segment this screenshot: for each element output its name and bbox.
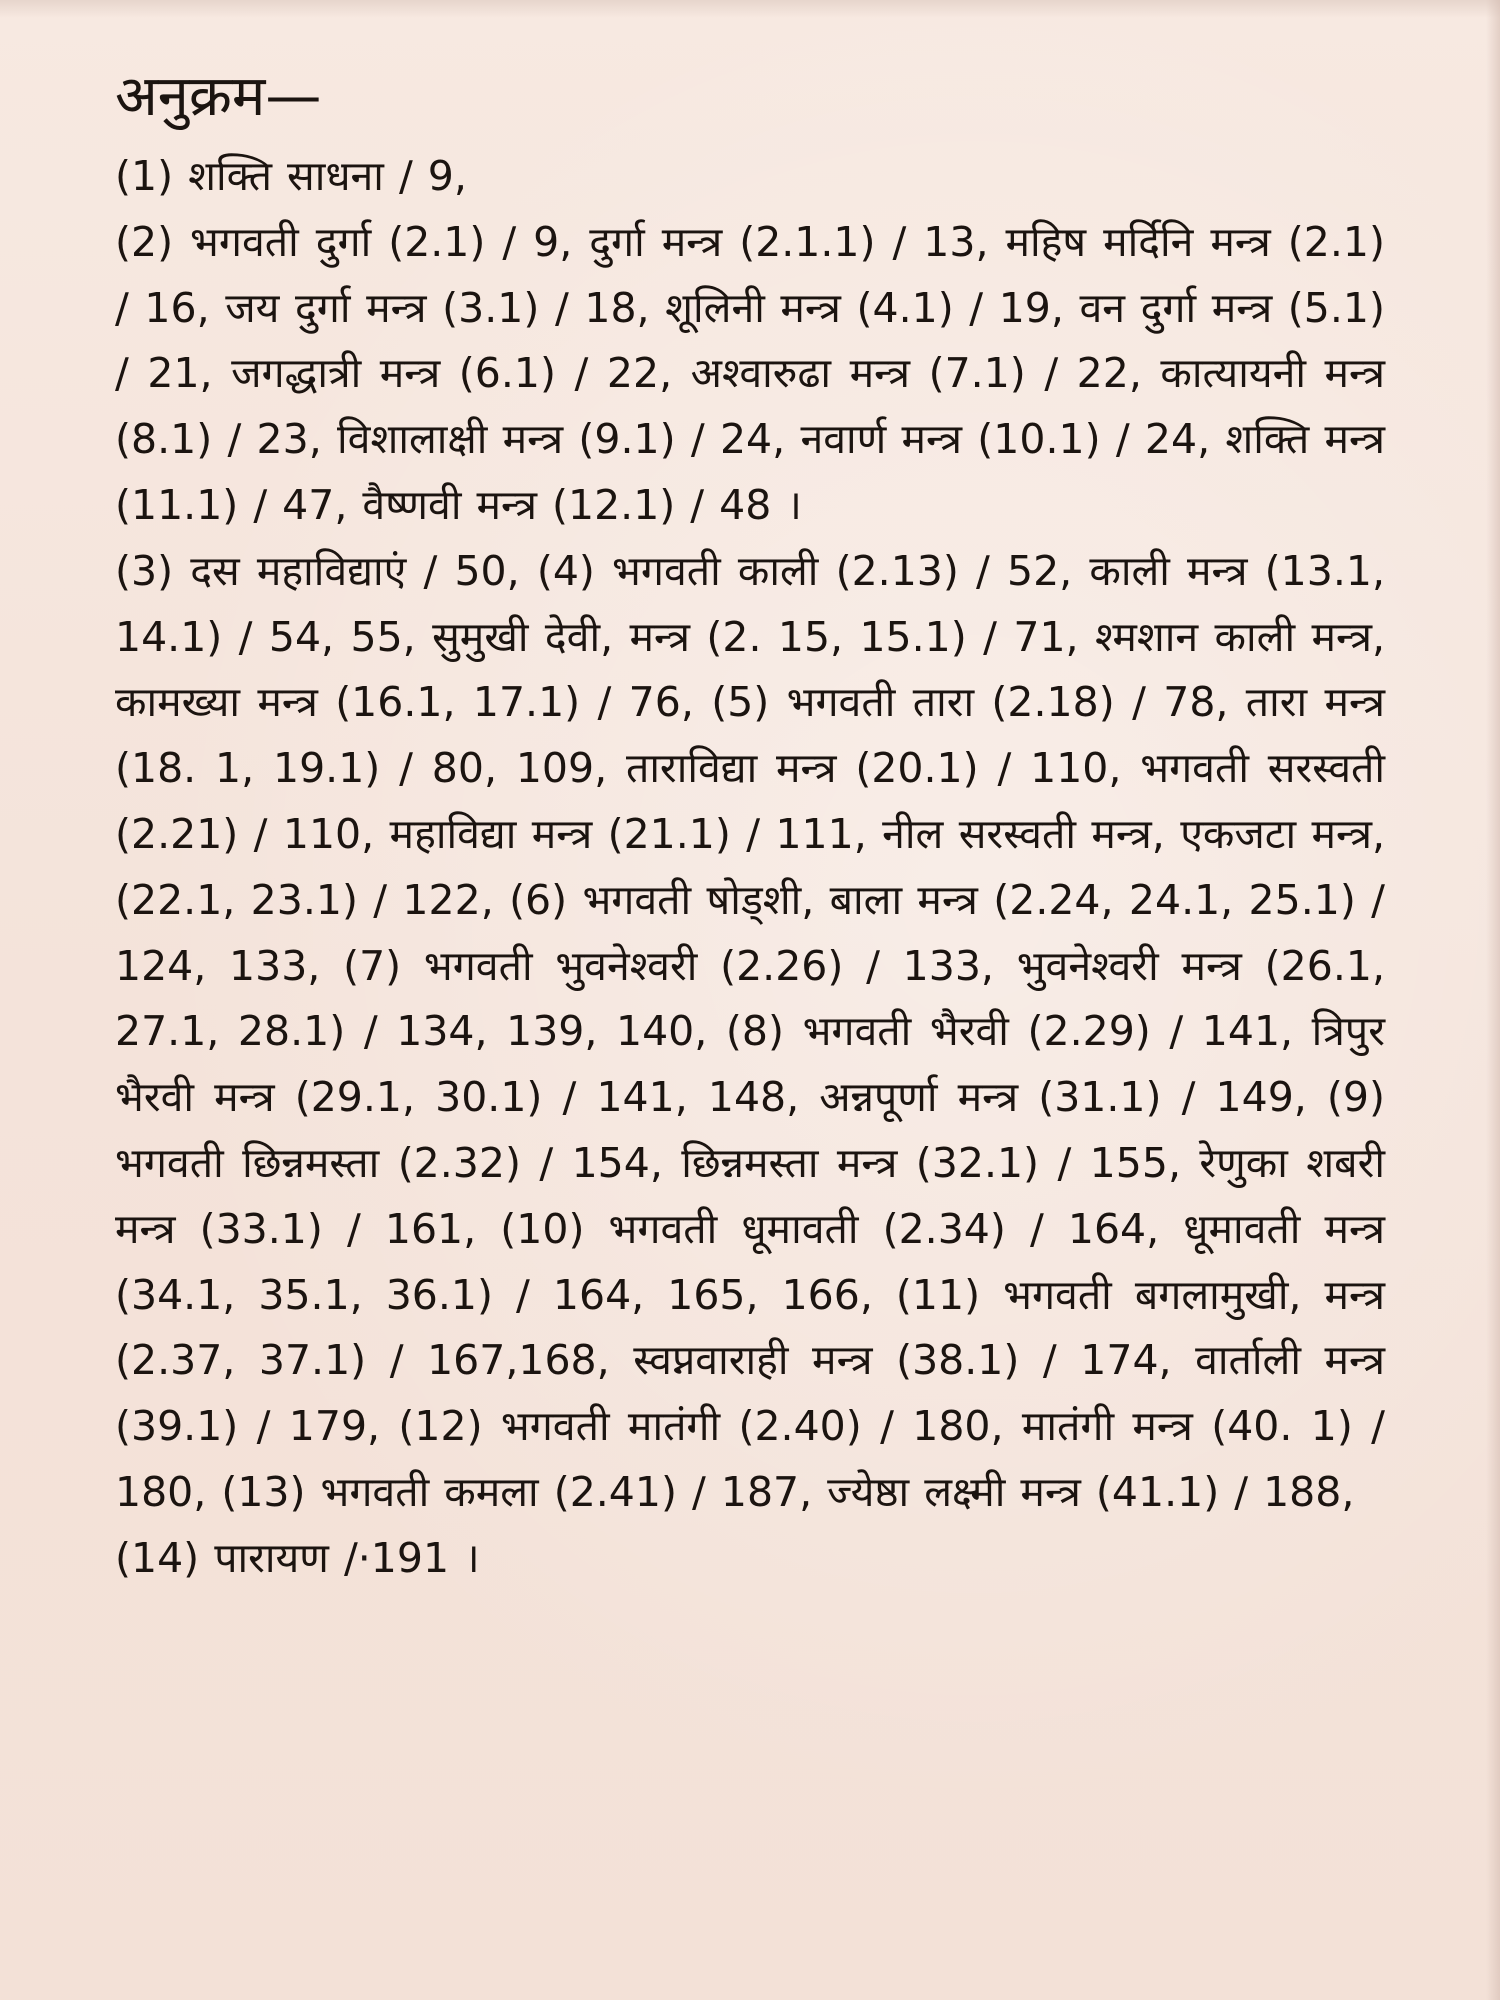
table-of-contents bbox=[115, 58, 1385, 1592]
contents-entry-bhagavati-durga: (2) भगवती दुर्गा (2.1) / 9, दुर्गा मन्त्र (2.1.1) / 13, महिष मर्दिनि मन्त्र (2.1) / 16, जय दुर्गा मन्त्र (3.1) / 18, शूलिनी मन्त्र (4.1) / 19, वन दुर्गा मन्त्र (5.1) / 21, जगद्धात्री मन्त्र (6.1) / 22, अश्वारुढा मन्त्र (7.1) / 22, कात्यायनी मन्त्र (8.1) / 23, विशालाक्षी मन्त्र (9.1) / 24, नवार्ण मन्त्र (10.1) / 24, शक्ति मन्त्र (11.1) / 47, वैष्णवी मन्त्र (12.1) / 48 । bbox=[115, 217, 1385, 529]
page-edge-shadow-top bbox=[0, 0, 1500, 18]
contents-heading: अनुक्रम— bbox=[115, 64, 322, 129]
contents-entry-parayan: (14) पारायण /·191 । bbox=[115, 1533, 480, 1582]
contents-entry-mahavidyas: (3) दस महाविद्याएं / 50, (4) भगवती काली (2.13) / 52, काली मन्त्र (13.1, 14.1) / 54, 55, सुमुखी देवी, मन्त्र (2. 15, 15.1) / 71, श्मशान काली मन्त्र, कामख्या मन्त्र (16.1, 17.1) / 76, (5) भगवती तारा (2.18) / 78, तारा मन्त्र (18. 1, 19.1) / 80, 109, ताराविद्या मन्त्र (20.1) / 110, भगवती सरस्वती (2.21) / 110, महाविद्या मन्त्र (21.1) / 111, नील सरस्वती मन्त्र, एकजटा मन्त्र, (22.1, 23.1) / 122, (6) भगवती षोड्शी, बाला मन्त्र (2.24, 24.1, 25.1) / 124, 133, (7) भगवती भुवनेश्वरी (2.26) / 133, भुवनेश्वरी मन्त्र (26.1, 27.1, 28.1) / 134, 139, 140, (8) भगवती भैरवी (2.29) / 141, त्रिपुर भैरवी मन्त्र (29.1, 30.1) / 141, 148, अन्नपूर्णा मन्त्र (31.1) / 149, (9) भगवती छिन्नमस्ता (2.32) / 154, छिन्नमस्ता मन्त्र (32.1) / 155, रेणुका शबरी मन्त्र (33.1) / 161, (10) भगवती धूमावती (2.34) / 164, धूमावती मन्त्र (34.1, 35.1, 36.1) / 164, 165, 166, (11) भगवती बगलामुखी, मन्त्र (2.37, 37.1) / 167,168, स्वप्नवाराही मन्त्र (38.1) / 174, वार्ताली मन्त्र (39.1) / 179, (12) भगवती मातंगी (2.40) / 180, मातंगी मन्त्र (40. 1) / 180, (13) भगवती कमला (2.41) / 187, ज्येष्ठा लक्ष्मी मन्त्र (41.1) / 188, bbox=[115, 546, 1385, 1516]
contents-entry-shakti-sadhana: (1) शक्ति साधना / 9, bbox=[115, 152, 467, 200]
page-edge-shadow-right bbox=[1486, 0, 1500, 2000]
